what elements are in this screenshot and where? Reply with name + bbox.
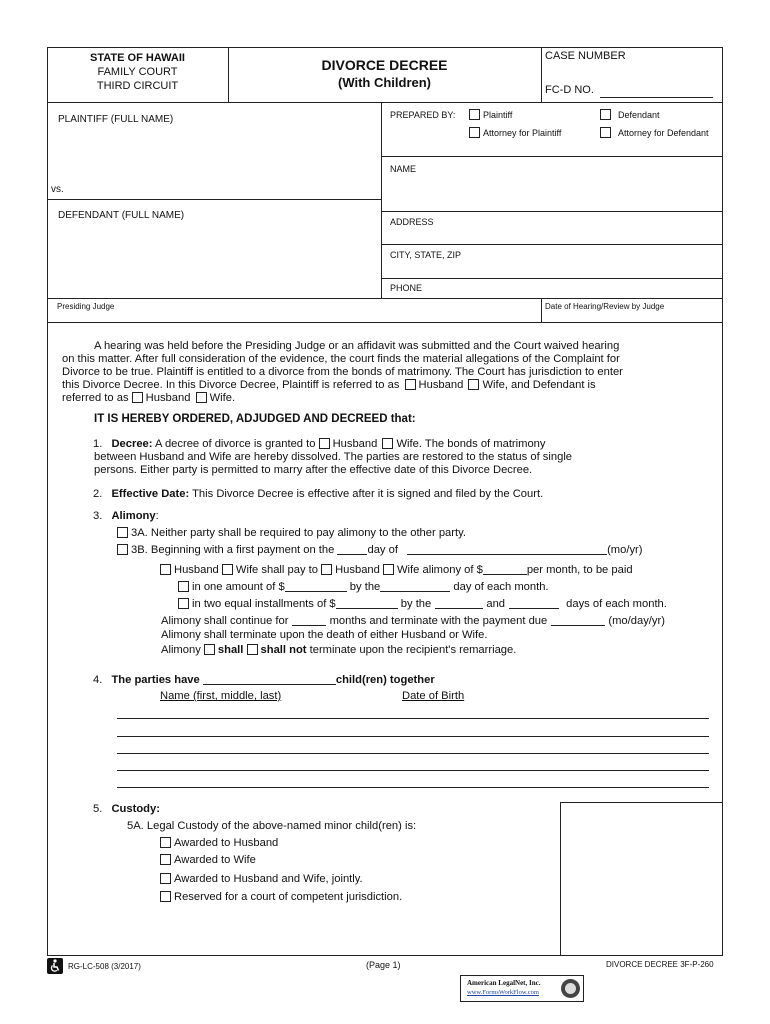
state-name: STATE OF HAWAII	[90, 52, 185, 64]
custody-husband-checkbox[interactable]	[160, 837, 171, 848]
divider	[541, 47, 542, 102]
divider	[47, 102, 723, 103]
install-day2-field[interactable]	[509, 597, 559, 609]
alimony-payer-line	[160, 563, 633, 577]
decree-line: between Husband and Wife are hereby dissolved. The parties are restored to the status of single	[94, 451, 573, 463]
checkbox-icon[interactable]	[600, 127, 611, 138]
child-entry-line[interactable]	[117, 736, 709, 737]
monthly-amount-field[interactable]	[483, 563, 527, 575]
custody-option	[160, 854, 256, 867]
circuit-name: THIRD CIRCUIT	[96, 80, 179, 92]
custody-heading	[93, 803, 160, 816]
children-line	[93, 673, 435, 687]
text: shall not	[260, 644, 307, 656]
checkbox-icon[interactable]	[600, 109, 611, 120]
hearing-date-label: Date of Hearing/Review by Judge	[545, 302, 665, 311]
install-day1-field[interactable]	[435, 597, 483, 609]
text: child(ren) together	[335, 674, 435, 686]
text: Awarded to Husband and Wife, jointly.	[174, 873, 363, 885]
one-amount-line	[178, 580, 549, 594]
text: 3A. Neither party shall be required to pay alimony to the other party.	[131, 527, 466, 539]
text: :	[155, 510, 159, 522]
divider	[47, 322, 723, 323]
alimony-3a	[117, 527, 466, 540]
child-entry-line[interactable]	[117, 787, 709, 788]
page-title: DIVORCE DECREE	[321, 57, 448, 73]
text: Wife alimony of $	[397, 564, 483, 576]
alimony-3b	[117, 543, 642, 557]
vs-label: vs.	[51, 184, 64, 195]
text: The parties have	[111, 674, 200, 686]
name-column-header: Name (first, middle, last)	[160, 690, 282, 702]
two-install-line	[178, 597, 667, 611]
text: Reserved for a court of competent jurisdiction.	[174, 891, 403, 903]
form-code: DIVORCE DECREE 3F-P-260	[606, 960, 714, 969]
text: this Divorce Decree. In this Divorce Decree, Plaintiff is referred to as	[62, 379, 400, 391]
name-label: NAME	[390, 164, 417, 174]
divider	[47, 298, 723, 299]
court-seal-box	[560, 802, 723, 956]
divider	[381, 211, 723, 212]
effective-line	[93, 488, 543, 501]
ordered-heading: IT IS HEREBY ORDERED, ADJUDGED AND DECREED that:	[94, 413, 416, 425]
text: by the	[400, 598, 432, 610]
option-label: Attorney for Plaintiff	[483, 128, 562, 138]
text: days of each month.	[566, 598, 667, 610]
text: day of	[367, 544, 398, 556]
text: Wife. The bonds of matrimony	[396, 438, 546, 450]
text: Husband	[145, 392, 191, 404]
form-id: RG-LC-508 (3/2017)	[68, 962, 141, 971]
alimony-remarriage-line	[161, 644, 516, 657]
text: (mo/day/yr)	[608, 615, 665, 627]
text: Husband	[418, 379, 464, 391]
text: Wife, and Defendant is	[482, 379, 596, 391]
custody-5a: 5A. Legal Custody of the above-named minor child(ren) is:	[127, 820, 417, 832]
item-title: Effective Date:	[111, 488, 190, 500]
option-label: Attorney for Defendant	[618, 128, 709, 138]
court-name: FAMILY COURT	[97, 66, 178, 78]
checkbox-icon[interactable]	[469, 109, 480, 120]
custody-option	[160, 837, 278, 850]
text: Wife shall pay to	[235, 564, 318, 576]
defendant-husband-checkbox[interactable]	[132, 392, 143, 403]
divider	[381, 102, 382, 298]
one-amount-field[interactable]	[285, 580, 347, 592]
item-number: 1.	[93, 438, 103, 450]
text: referred to as	[62, 392, 129, 404]
text: by the	[349, 581, 381, 593]
prepared-atty-defendant-option[interactable]	[600, 127, 709, 138]
alimony-heading	[93, 510, 159, 523]
text: and	[486, 598, 506, 610]
plaintiff-wife-checkbox[interactable]	[468, 379, 479, 390]
alimony-continue-line	[161, 614, 665, 628]
divider	[47, 199, 381, 200]
decree-husband-checkbox[interactable]	[319, 438, 330, 449]
month-year-field[interactable]	[407, 543, 607, 555]
shall-not-checkbox[interactable]	[247, 644, 258, 655]
child-entry-line[interactable]	[117, 770, 709, 771]
decree-line: persons. Either party is permitted to marry after the effective date of this Divorce Decree.	[94, 464, 533, 476]
months-field[interactable]	[292, 614, 326, 626]
alimony-death-line: Alimony shall terminate upon the death of either Husband or Wife.	[161, 629, 488, 641]
plaintiff-label: PLAINTIFF (FULL NAME)	[58, 114, 174, 125]
install-amount-field[interactable]	[336, 597, 398, 609]
one-amount-day-field[interactable]	[380, 580, 450, 592]
prepared-atty-plaintiff-option[interactable]	[469, 127, 561, 138]
shall-checkbox[interactable]	[204, 644, 215, 655]
defendant-wife-checkbox[interactable]	[196, 392, 207, 403]
children-count-field[interactable]	[203, 673, 336, 685]
text: in two equal installments of $	[192, 598, 336, 610]
text: months and terminate with the payment due	[329, 615, 548, 627]
fcd-number-field[interactable]	[600, 97, 713, 98]
text: per month, to be paid	[526, 564, 633, 576]
intro-line: on this matter. After full consideration of the evidence, the court finds the material allegations of the Complaint for	[62, 353, 620, 365]
alimony-3a-checkbox[interactable]	[117, 527, 128, 538]
intro-line	[62, 379, 596, 392]
alimony-3b-checkbox[interactable]	[117, 544, 128, 555]
case-number-label: CASE NUMBER	[545, 50, 626, 62]
accessibility-icon	[47, 958, 63, 974]
divider	[381, 244, 723, 245]
day-field[interactable]	[337, 543, 367, 555]
child-entry-line[interactable]	[117, 718, 709, 719]
payer-wife-checkbox[interactable]	[222, 564, 233, 575]
payee-husband-checkbox[interactable]	[321, 564, 332, 575]
item-number: 3.	[93, 510, 103, 522]
item-number: 4.	[93, 674, 103, 686]
publisher-name: American LegalNet, Inc.	[467, 979, 541, 987]
decree-wife-checkbox[interactable]	[382, 438, 393, 449]
one-amount-checkbox[interactable]	[178, 581, 189, 592]
prepared-by-label: PREPARED BY:	[390, 110, 456, 120]
dob-column-header: Date of Birth	[402, 690, 465, 702]
fcd-label: FC-D NO.	[545, 84, 594, 96]
item-title: Alimony	[111, 510, 156, 522]
address-label: ADDRESS	[390, 217, 434, 227]
item-title: Custody:	[111, 803, 160, 815]
two-install-checkbox[interactable]	[178, 598, 189, 609]
text: Husband	[335, 564, 380, 576]
item-number: 2.	[93, 488, 103, 500]
text: shall	[217, 644, 244, 656]
intro-line	[62, 392, 235, 405]
text: Awarded to Wife	[174, 854, 256, 866]
custody-joint-checkbox[interactable]	[160, 873, 171, 884]
prepared-plaintiff-option[interactable]	[469, 109, 512, 120]
text: (mo/yr)	[607, 544, 643, 556]
text: A decree of divorce is granted to	[155, 438, 316, 450]
text: Husband	[174, 564, 219, 576]
decree-line	[93, 438, 546, 451]
divider	[381, 278, 723, 279]
payee-wife-checkbox[interactable]	[383, 564, 394, 575]
option-label: Plaintiff	[483, 110, 513, 120]
city-label: CITY, STATE, ZIP	[390, 250, 462, 260]
child-entry-line[interactable]	[117, 753, 709, 754]
item-title: Decree:	[111, 438, 153, 450]
custody-option	[160, 873, 363, 886]
custody-reserved-checkbox[interactable]	[160, 891, 171, 902]
text: This Divorce Decree is effective after it is signed and filed by the Court.	[192, 488, 544, 500]
checkbox-icon[interactable]	[469, 127, 480, 138]
text: Wife.	[209, 392, 236, 404]
page-number: (Page 1)	[366, 960, 401, 970]
presiding-judge-label: Presiding Judge	[57, 302, 115, 311]
publisher-logo-icon	[561, 979, 580, 998]
text: Alimony	[161, 644, 201, 656]
text: Husband	[332, 438, 378, 450]
text: terminate upon the recipient's remarriage.	[309, 644, 517, 656]
intro-line: A hearing was held before the Presiding Judge or an affidavit was submitted and the Court waived hearing	[94, 340, 620, 352]
option-label: Defendant	[618, 110, 660, 120]
divider	[381, 156, 723, 157]
plaintiff-husband-checkbox[interactable]	[405, 379, 416, 390]
item-number: 5.	[93, 803, 103, 815]
custody-wife-checkbox[interactable]	[160, 854, 171, 865]
defendant-label: DEFENDANT (FULL NAME)	[58, 210, 185, 221]
text: day of each month.	[453, 581, 549, 593]
text: in one amount of $	[192, 581, 285, 593]
text: 3B. Beginning with a first payment on the	[131, 544, 335, 556]
prepared-defendant-option[interactable]	[600, 109, 660, 120]
page-subtitle: (With Children)	[337, 75, 432, 90]
publisher-link[interactable]: www.FormsWorkFlow.com	[467, 989, 539, 996]
intro-line: Divorce to be true. Plaintiff is entitled to a divorce from the bonds of matrimony. The Court has jurisdiction to enter	[62, 366, 623, 378]
text: Alimony shall continue for	[161, 615, 289, 627]
end-date-field[interactable]	[551, 614, 605, 626]
custody-option	[160, 891, 402, 904]
text: Awarded to Husband	[174, 837, 279, 849]
payer-husband-checkbox[interactable]	[160, 564, 171, 575]
publisher-badge	[460, 975, 584, 1002]
divider	[541, 298, 542, 322]
phone-label: PHONE	[390, 283, 423, 293]
